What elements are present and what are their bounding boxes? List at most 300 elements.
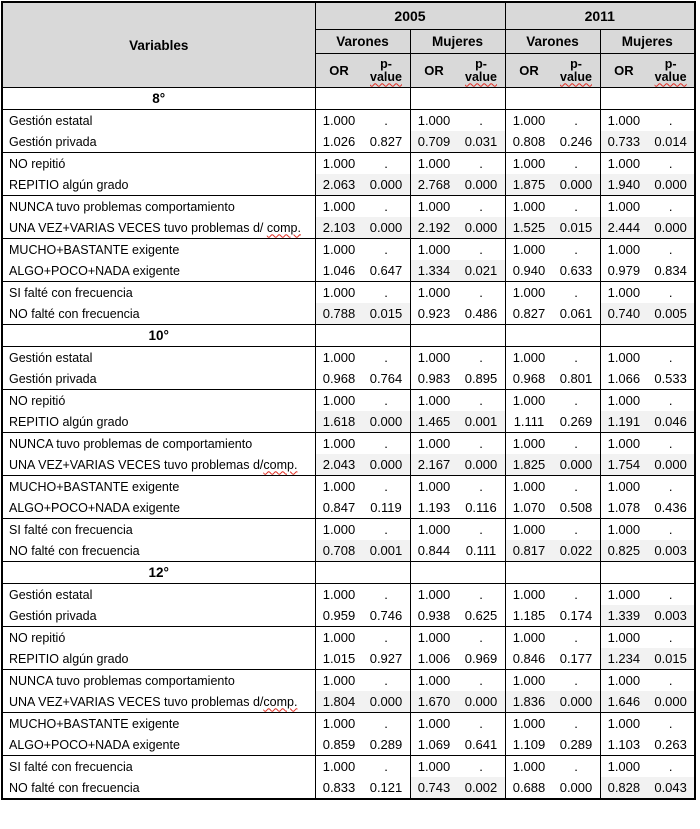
variable-label [2,282,315,304]
value-cell [410,347,505,369]
p-value: 0.116 [465,500,497,515]
p-value: 0.119 [370,500,402,515]
variable-label-text: NO repitió [9,156,66,171]
or-value: 1.000 [607,759,641,774]
value-cell [505,713,600,735]
or-value: 1.334 [417,263,451,278]
p-value: 0.177 [559,651,593,666]
empty-cell [410,88,505,110]
or-value: 1.000 [512,716,546,731]
variable-label-text: NO falté con frecuencia [9,780,140,795]
value-cell [410,777,505,799]
variable-label-text: UNA VEZ+VARIAS VECES tuvo problemas d/ [9,457,264,472]
p-value: . [574,285,578,300]
or-value: 1.000 [417,393,451,408]
value-cell [600,390,695,412]
p-value: . [384,350,388,365]
or-value: 1.000 [512,479,546,494]
p-value: 0.801 [559,371,593,386]
value-cell [315,648,410,670]
or-value: 1.000 [417,350,451,365]
or-value: 1.000 [322,436,356,451]
table-header [2,2,695,88]
value-cell [600,476,695,498]
p-label-top: p- [664,56,677,71]
value-cell [600,497,695,519]
p-value: . [384,242,388,257]
or-value: 1.000 [607,393,641,408]
varones-2005-header: Varones [315,30,410,54]
p-value: . [668,673,673,688]
p-value: 0.834 [654,263,687,278]
variable-label [2,260,315,282]
or-value: 1.000 [417,673,451,688]
value-cell [410,648,505,670]
p-value: 0.000 [369,220,403,235]
p-value: . [479,113,483,128]
p-value: . [668,479,673,494]
or-value: 1.078 [607,500,641,515]
or-value: 2.167 [417,457,451,472]
p-value: 0.289 [559,737,593,752]
value-cell [505,497,600,519]
p-label-bottom: value [465,69,497,84]
or-value: 1.000 [607,285,641,300]
variable-label-text: NUNCA tuvo problemas de comportamiento [9,436,253,451]
value-cell [410,239,505,261]
p-value: 0.046 [654,414,687,429]
p-value: 0.000 [369,457,403,472]
value-cell [410,713,505,735]
table-row [2,217,695,239]
value-cell [505,756,600,778]
or-value: 1.000 [607,350,641,365]
value-cell [505,605,600,627]
p-value: . [574,436,578,451]
or-value: 1.000 [512,587,546,602]
variable-label-text: Gestión privada [9,134,97,149]
p-value: . [479,673,483,688]
variable-label [2,713,315,735]
p-value: 0.000 [464,220,498,235]
or-value: 1.000 [512,522,546,537]
p-value: 0.000 [464,694,498,709]
value-cell [505,153,600,175]
variable-label [2,390,315,412]
or-value: 1.000 [322,242,356,257]
value-cell [600,519,695,541]
variable-label [2,239,315,261]
p-value: . [384,436,388,451]
or-value: 0.709 [417,134,451,149]
p-value: . [479,156,483,171]
or-value: 0.968 [512,371,546,386]
or-value: 0.833 [322,780,356,795]
p-label-bottom: value [370,69,402,84]
value-cell [600,282,695,304]
variable-label-text: SI falté con frecuencia [9,285,133,300]
table-row [2,347,695,369]
or-value: 1.006 [417,651,451,666]
value-cell [315,390,410,412]
value-cell [410,670,505,692]
or-pvalue-header-varones-2011 [505,54,600,88]
value-cell [505,777,600,799]
or-value: 0.688 [512,780,546,795]
or-value: 1.000 [322,759,356,774]
p-value: 0.022 [559,543,593,558]
variable-label-text: Gestión estatal [9,350,93,365]
p-value: 0.508 [559,500,593,515]
p-value: 0.764 [369,371,403,386]
value-cell [410,110,505,132]
variable-label [2,670,315,692]
value-cell [410,497,505,519]
or-value: 1.000 [607,522,641,537]
p-value: 0.002 [464,780,498,795]
or-value: 1.000 [607,242,641,257]
variable-label [2,153,315,175]
or-value: 1.000 [512,393,546,408]
value-cell [505,454,600,476]
value-cell [600,196,695,218]
value-cell [410,260,505,282]
p-value: . [668,759,673,774]
value-cell [315,347,410,369]
value-cell [315,153,410,175]
p-value: . [479,630,483,645]
or-value: 1.670 [417,694,451,709]
or-value: 1.000 [512,242,546,257]
or-value: 1.825 [512,457,546,472]
p-value: . [574,673,578,688]
misspelled-word: comp. [263,457,298,472]
variable-label-text: NO falté con frecuencia [9,306,140,321]
value-cell [505,196,600,218]
or-value: 2.192 [417,220,451,235]
or-value: 1.000 [322,587,356,602]
p-value: . [479,716,483,731]
p-value: 0.641 [464,737,498,752]
p-value: . [574,522,578,537]
p-value: 0.746 [369,608,403,623]
variable-label-text: MUCHO+BASTANTE exigente [9,716,180,731]
or-value: 1.185 [512,608,546,623]
variable-label-text: MUCHO+BASTANTE exigente [9,242,180,257]
variable-label [2,196,315,218]
value-cell [505,433,600,455]
or-value: 0.708 [322,543,356,558]
table-row [2,605,695,627]
value-cell [410,303,505,325]
variable-label [2,691,315,713]
p-value: 0.000 [559,177,593,192]
variable-label [2,303,315,325]
value-cell [315,519,410,541]
p-value: . [574,156,578,171]
p-value: 0.000 [559,694,593,709]
or-value: 1.000 [417,522,451,537]
or-value: 1.000 [417,113,451,128]
p-value: 0.246 [559,134,593,149]
value-cell [505,627,600,649]
empty-cell [505,88,600,110]
p-value: 0.000 [464,177,498,192]
variable-label [2,110,315,132]
variable-label [2,648,315,670]
table-row [2,433,695,455]
table-row [2,519,695,541]
or-value: 1.000 [607,113,641,128]
or-value: 1.000 [322,156,356,171]
p-value: . [668,199,673,214]
p-value: 0.000 [654,694,687,709]
variable-label-text: NO falté con frecuencia [9,543,140,558]
section-title: 10° [2,325,315,347]
p-value: 0.015 [654,651,687,666]
table-row [2,368,695,390]
or-value: 1.000 [607,436,641,451]
or-value: 0.733 [607,134,641,149]
p-value: 0.000 [559,780,593,795]
or-value: 2.768 [417,177,451,192]
or-value: 1.000 [512,673,546,688]
or-value: 1.191 [607,414,641,429]
table-row [2,454,695,476]
value-cell [505,217,600,239]
p-value: 0.633 [559,263,593,278]
empty-cell [315,325,410,347]
p-value: . [574,759,578,774]
p-value: 0.021 [464,263,498,278]
variable-label [2,756,315,778]
p-value: 0.000 [369,694,403,709]
value-cell [505,239,600,261]
p-value: 0.014 [654,134,687,149]
variable-label-text: REPITIO algún grado [9,651,129,666]
p-value: . [668,587,673,602]
or-pvalue-header-varones-2005 [315,54,410,88]
or-label: OR [519,63,539,78]
p-value: . [668,285,673,300]
value-cell [315,584,410,606]
p-value: . [479,393,483,408]
variable-label-text: ALGO+POCO+NADA exigente [9,737,180,752]
variable-label-text: SI falté con frecuencia [9,522,133,537]
value-cell [505,584,600,606]
p-value: . [479,436,483,451]
value-cell [410,627,505,649]
value-cell [410,433,505,455]
variable-label-text: Gestión estatal [9,113,93,128]
table-row [2,584,695,606]
p-value: . [384,479,388,494]
or-value: 1.000 [417,156,451,171]
or-value: 1.000 [512,285,546,300]
p-value-label [553,58,600,84]
value-cell [410,734,505,756]
table-row [2,756,695,778]
p-label-top: p- [380,56,392,71]
value-cell [600,691,695,713]
or-value: 1.000 [512,113,546,128]
p-value: 0.289 [369,737,403,752]
or-value: 1.111 [513,414,545,429]
value-cell [600,605,695,627]
or-value: 1.000 [417,479,451,494]
p-value-label [647,58,694,84]
p-value: . [668,393,673,408]
value-cell [505,390,600,412]
p-value: 0.121 [369,780,403,795]
value-cell [315,110,410,132]
p-value: . [479,285,483,300]
value-cell [410,411,505,433]
empty-cell [315,562,410,584]
p-value: 0.000 [654,177,687,192]
empty-cell [600,88,695,110]
year-2011-header: 2011 [505,2,695,30]
p-value: . [384,156,388,171]
p-label-bottom: value [560,69,592,84]
p-value: . [668,156,673,171]
value-cell [410,476,505,498]
p-value: 0.043 [654,780,687,795]
value-cell [410,390,505,412]
p-value: 0.625 [464,608,498,623]
variable-label [2,217,315,239]
p-value: . [668,242,673,257]
p-value: 0.436 [654,500,687,515]
or-value: 1.000 [417,436,451,451]
variable-label [2,497,315,519]
variable-label-text: ALGO+POCO+NADA exigente [9,263,180,278]
or-value: 0.859 [322,737,356,752]
variable-label [2,519,315,541]
p-value: . [574,199,578,214]
or-value: 1.103 [607,737,641,752]
p-value: 0.000 [654,457,687,472]
p-value: . [574,113,578,128]
variable-label-text: UNA VEZ+VARIAS VECES tuvo problemas d/ [9,220,267,235]
or-value: 0.808 [512,134,546,149]
or-value: 1.000 [512,156,546,171]
variable-label-text: UNA VEZ+VARIAS VECES tuvo problemas d/ [9,694,264,709]
value-cell [600,584,695,606]
or-value: 0.938 [417,608,451,623]
p-value: 0.486 [464,306,498,321]
p-value: . [479,479,483,494]
or-value: 1.015 [322,651,356,666]
value-cell [600,648,695,670]
value-cell [600,540,695,562]
or-value: 2.103 [322,220,356,235]
value-cell [315,174,410,196]
or-value: 1.234 [607,651,641,666]
value-cell [315,411,410,433]
value-cell [315,260,410,282]
table-row [2,540,695,562]
p-value: . [384,716,388,731]
or-value: 1.000 [322,285,356,300]
value-cell [600,433,695,455]
p-value: . [479,242,483,257]
or-value: 0.983 [417,371,451,386]
or-value: 2.444 [607,220,641,235]
value-cell [410,605,505,627]
or-value: 0.827 [512,306,546,321]
table-row [2,691,695,713]
value-cell [315,605,410,627]
p-value: 0.000 [559,457,593,472]
variable-label [2,454,315,476]
empty-cell [410,562,505,584]
or-value: 0.959 [322,608,356,623]
value-cell [315,282,410,304]
or-value: 1.000 [607,716,641,731]
value-cell [600,777,695,799]
value-cell [505,734,600,756]
variable-label-text: Gestión estatal [9,587,93,602]
or-label: OR [614,63,634,78]
or-value: 1.000 [512,630,546,645]
p-value: . [574,716,578,731]
or-value: 1.000 [607,479,641,494]
variable-label-text: ALGO+POCO+NADA exigente [9,500,180,515]
or-value: 1.000 [322,522,356,537]
variable-label [2,174,315,196]
variable-label [2,777,315,799]
or-pvalue-header-mujeres-2005 [410,54,505,88]
variable-label [2,433,315,455]
empty-cell [505,562,600,584]
or-value: 1.339 [607,608,641,623]
value-cell [600,411,695,433]
value-cell [410,217,505,239]
p-value: 0.031 [464,134,498,149]
section-header-row [2,325,695,347]
value-cell [505,691,600,713]
variable-label-text: Gestión privada [9,371,97,386]
or-value: 2.063 [322,177,356,192]
or-value: 0.828 [607,780,641,795]
or-value: 1.000 [607,587,641,602]
p-value-label [458,58,505,84]
p-value: . [668,350,673,365]
mujeres-2011-header: Mujeres [600,30,695,54]
p-value: 0.003 [654,608,687,623]
p-value: . [574,630,578,645]
p-value: . [384,393,388,408]
value-cell [315,756,410,778]
or-value: 1.000 [512,436,546,451]
value-cell [600,110,695,132]
mujeres-2005-header: Mujeres [410,30,505,54]
table-row [2,713,695,735]
variable-label [2,411,315,433]
value-cell [505,368,600,390]
or-value: 0.844 [417,543,451,558]
variable-label-text: REPITIO algún grado [9,177,129,192]
empty-cell [410,325,505,347]
p-value: . [384,113,388,128]
p-value: 0.647 [369,263,403,278]
or-value: 1.646 [607,694,641,709]
table-row [2,734,695,756]
or-value: 1.000 [322,350,356,365]
p-value: . [574,393,578,408]
or-value: 1.875 [512,177,546,192]
